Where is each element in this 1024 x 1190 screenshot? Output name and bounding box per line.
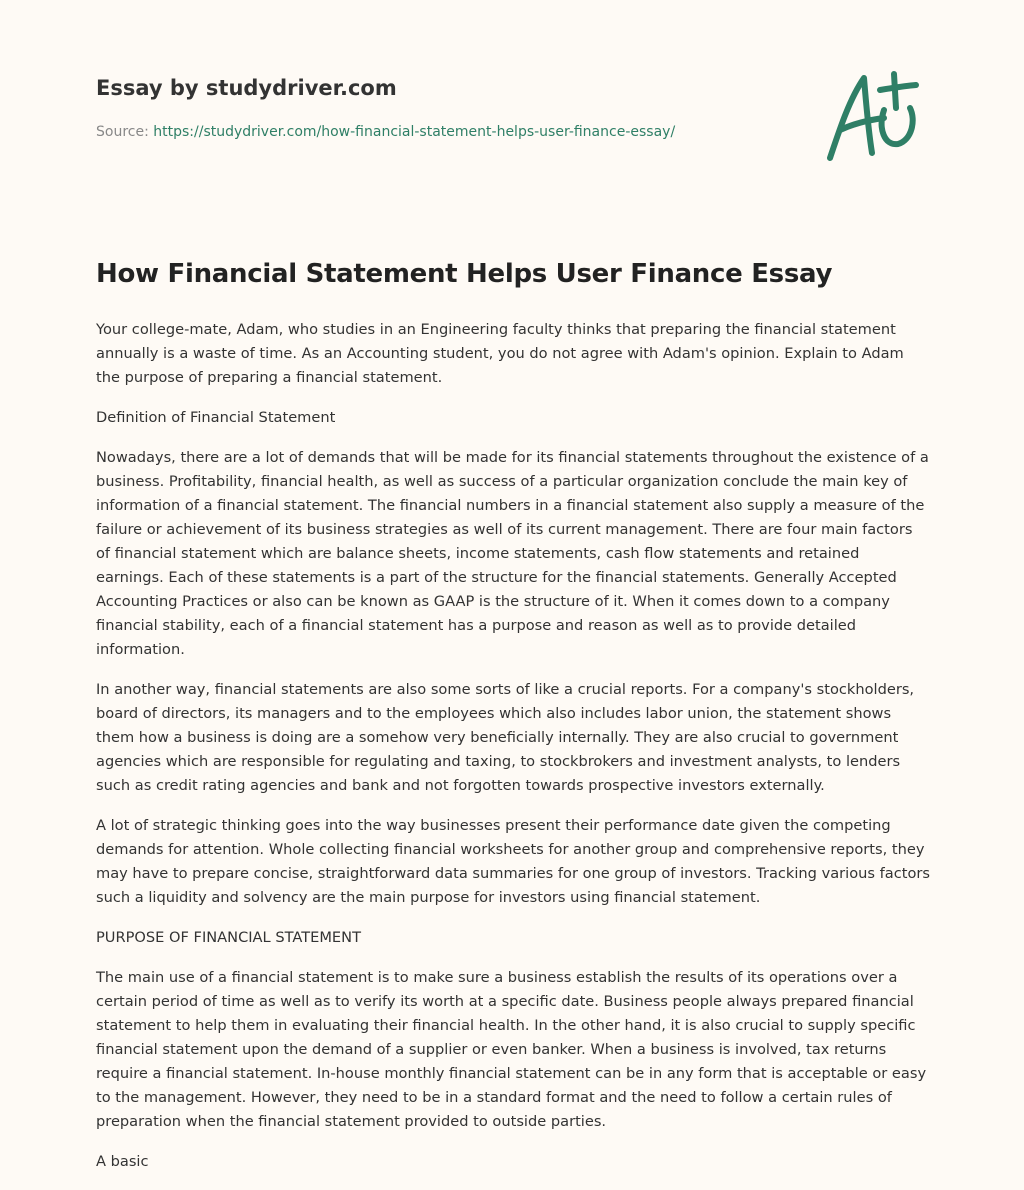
section-heading: PURPOSE OF FINANCIAL STATEMENT: [96, 929, 361, 946]
source-label: Source:: [96, 124, 154, 140]
a-plus-logo-icon: [818, 68, 928, 168]
essay-paragraph: Nowadays, there are a lot of demands that will be made for its financial statements throughout the existence of a business. Profitability, financial health, as well as success of a particular organization conclude the main key of information of a financial statement. The financial numbers in a financial statement also supply a measure of the failure or achievement of its business strategies as well of its current management. There are four main factors of financial statement which are balance sheets, income statements, cash flow statements and retained earnings. Each of these statements is a part of the structure for the financial statements. Generally Accepted Accounting Practices or also can be known as GAAP is the structure of it. When it comes down to a company financial stability, each of a financial statement has a purpose and reason as well as to provide detailed information.: [96, 449, 929, 658]
source-line: [96, 124, 675, 140]
essay-content: [96, 254, 930, 1190]
essay-paragraph: A basic: [96, 1153, 149, 1170]
source-link[interactable]: https://studydriver.com/how-financial-statement-helps-user-finance-essay/: [153, 124, 676, 140]
section-heading: Definition of Financial Statement: [96, 409, 336, 426]
site-title: Essay by studydriver.com: [96, 76, 397, 100]
essay-paragraph: The main use of a financial statement is to make sure a business establish the results of its operations over a certain period of time as well as to verify its worth at a specific date. Business people always prepared financial statement to help them in evaluating their financial health. In the other hand, it is also crucial to supply specific financial statement upon the demand of a supplier or even banker. When a business is involved, tax returns require a financial statement. In-house monthly financial statement can be in any form that is acceptable or easy to the management. However, they need to be in a standard format and the need to follow a certain rules of preparation when the financial statement provided to outside parties.: [96, 969, 927, 1130]
essay-title: How Financial Statement Helps User Finance Essay: [96, 259, 833, 289]
essay-paragraph: In another way, financial statements are also some sorts of like a crucial reports. For a company's stockholders, board of directors, its managers and to the employees which also includes labor union, the statement shows them how a business is doing are a somehow very beneficially internally. They are also crucial to government agencies which are responsible for regulating and taxing, to stockbrokers and investment analysts, to lenders such as credit rating agencies and bank and not forgotten towards prospective investors externally.: [96, 681, 915, 794]
essay-paragraph: A lot of strategic thinking goes into the way businesses present their performance date given the competing demands for attention. Whole collecting financial worksheets for another group and comprehensive reports, they may have to prepare concise, straightforward data summaries for one group of investors. Tracking various factors such a liquidity and solvency are the main purpose for investors using financial statement.: [96, 817, 930, 906]
essay-paragraph: Your college-mate, Adam, who studies in an Engineering faculty thinks that preparing the financial statement annually is a waste of time. As an Accounting student, you do not agree with Adam's opinion. Explain to Adam the purpose of preparing a financial statement.: [96, 321, 904, 386]
